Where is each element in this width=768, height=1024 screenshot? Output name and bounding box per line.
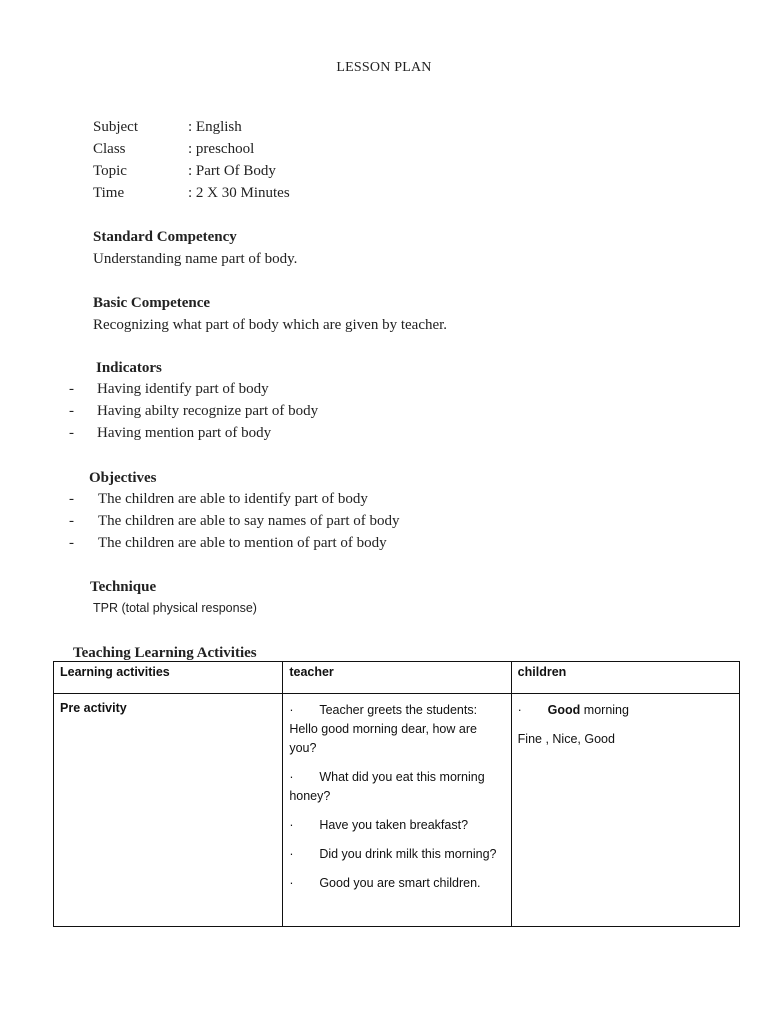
standard-competency-heading: Standard Competency [93,229,237,245]
header-teacher: teacher [283,662,511,694]
teacher-item [289,701,504,758]
header-learning-activities: Learning activities [54,662,283,694]
teacher-item-text: Teacher greets the students: Hello good morning dear, how are you? [289,703,478,755]
basic-competence-text: Recognizing what part of body which are given by teacher. [93,317,448,333]
children-item [518,701,733,720]
list-dash: - [69,513,74,529]
bullet: · [289,770,294,784]
children-cell [511,694,739,927]
objective-item: The children are able to say names of part of body [98,513,400,529]
children-bold-text: Good [547,703,581,717]
children-line: Fine , Nice, Good [517,732,615,746]
indicator-item: Having identify part of body [97,381,269,397]
topic-value: : Part Of Body [188,163,276,179]
time-value: : 2 X 30 Minutes [188,185,290,201]
subject-value: : English [188,119,242,135]
teacher-cell [283,694,511,927]
teacher-item [289,768,504,806]
indicators-heading: Indicators [96,360,162,376]
document-title: LESSON PLAN [336,60,432,75]
activities-table [53,661,740,927]
teacher-item [289,845,504,864]
list-dash: - [69,491,74,507]
objective-item: The children are able to mention of part of body [98,535,387,551]
time-label: Time [93,185,125,201]
objectives-heading: Objectives [89,470,157,486]
teacher-item [289,874,504,893]
teacher-item [289,816,504,835]
list-dash: - [69,403,74,419]
topic-label: Topic [93,163,127,179]
bullet: · [289,847,294,861]
bullet: · [517,703,522,717]
indicator-item: Having mention part of body [97,425,272,441]
technique-text: TPR (total physical response) [93,601,257,615]
stage-cell: Pre activity [54,694,283,927]
children-rest-text: morning [580,703,629,717]
subject-label: Subject [93,119,138,135]
technique-heading: Technique [90,579,157,595]
basic-competence-heading: Basic Competence [93,295,211,311]
standard-competency-text: Understanding name part of body. [93,251,298,267]
bullet: · [289,703,294,717]
teacher-item-text: What did you eat this morning honey? [289,770,485,803]
indicator-item: Having abilty recognize part of body [97,403,319,419]
activities-heading: Teaching Learning Activities [73,645,257,661]
teacher-item-text: Did you drink milk this morning? [319,847,497,861]
bullet: · [289,818,294,832]
class-label: Class [93,141,126,157]
teacher-item-text: Good you are smart children. [319,876,481,890]
class-value: : preschool [188,141,255,157]
header-children: children [511,662,739,694]
objective-item: The children are able to identify part of body [98,491,368,507]
list-dash: - [69,535,74,551]
bullet: · [289,876,294,890]
teacher-item-text: Have you taken breakfast? [319,818,469,832]
table-header-row [54,662,740,694]
list-dash: - [69,381,74,397]
table-row [54,694,740,927]
list-dash: - [69,425,74,441]
